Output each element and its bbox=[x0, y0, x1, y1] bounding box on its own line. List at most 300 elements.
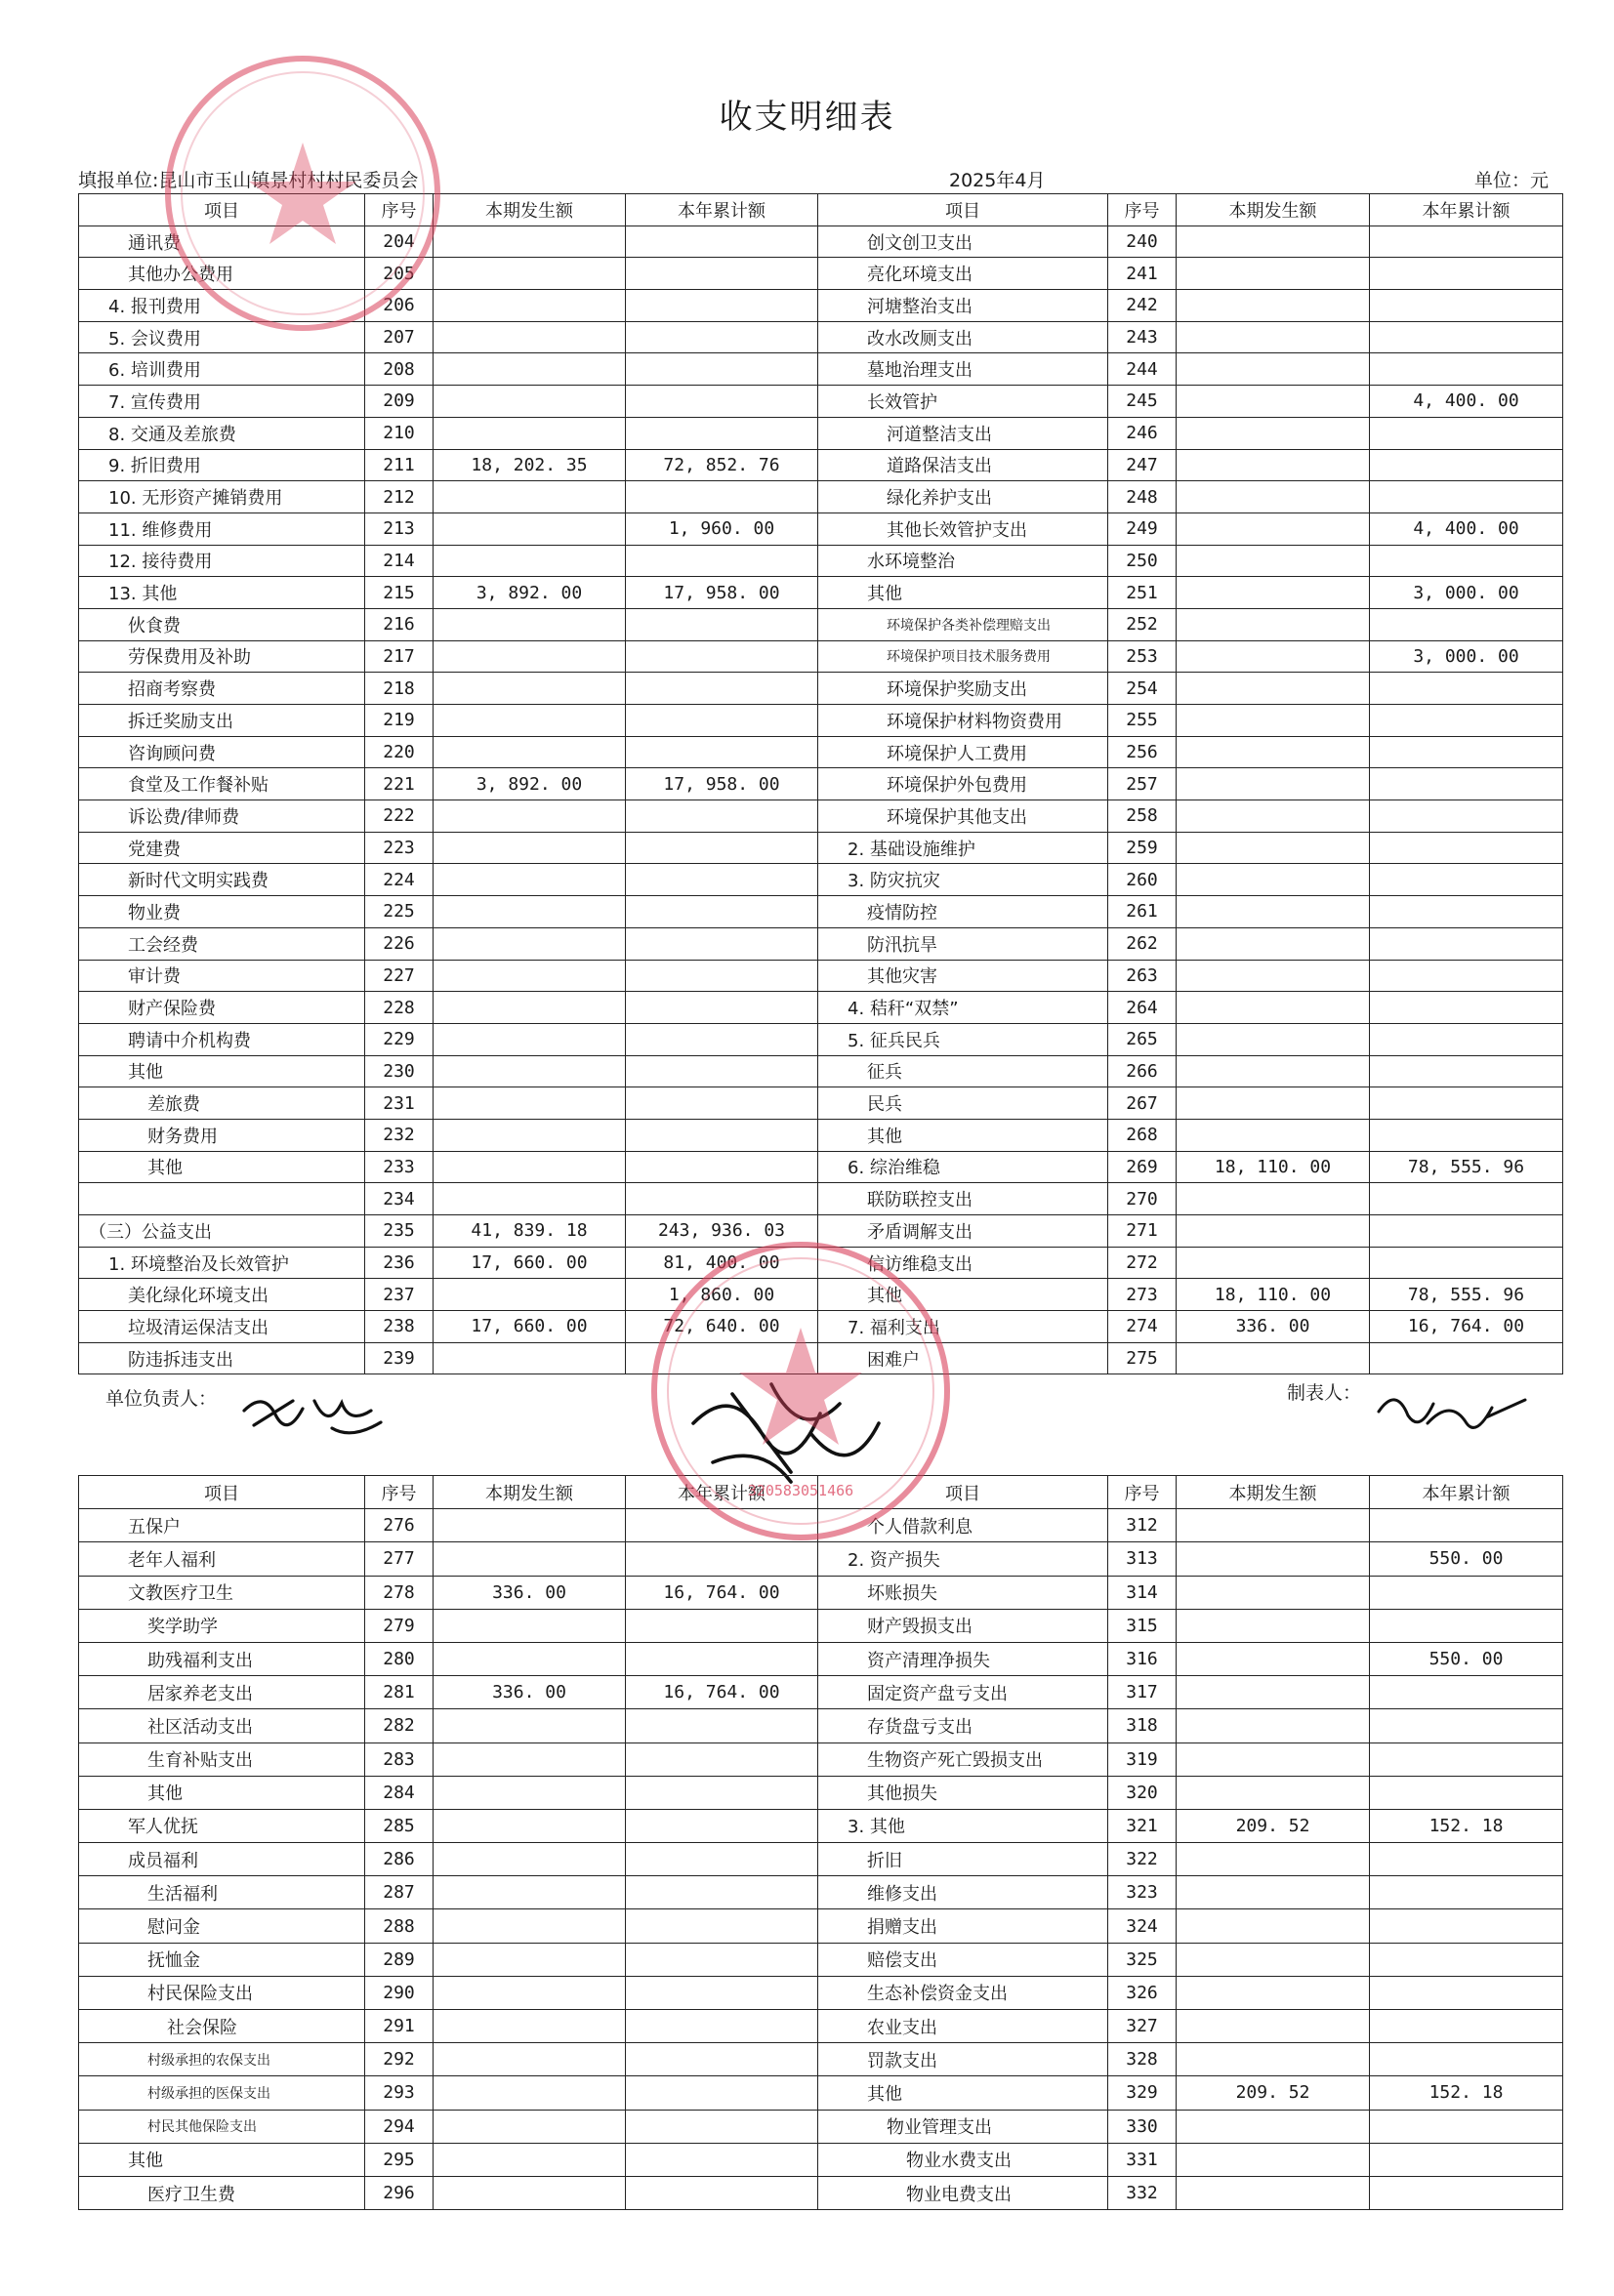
current-amount-right bbox=[1177, 290, 1370, 322]
serial-number-right: 266 bbox=[1108, 1056, 1177, 1088]
current-amount-right bbox=[1177, 1343, 1370, 1375]
current-amount-right bbox=[1177, 1056, 1370, 1088]
ytd-amount-right bbox=[1370, 896, 1563, 928]
ytd-amount bbox=[626, 418, 818, 450]
ytd-amount-right: 16, 764. 00 bbox=[1370, 1311, 1563, 1343]
ytd-amount-right bbox=[1370, 928, 1563, 961]
seal-code: 320583051466 bbox=[747, 1482, 854, 1499]
current-amount-right bbox=[1177, 1777, 1370, 1810]
current-amount: 17, 660. 00 bbox=[434, 1248, 626, 1280]
serial-number-right: 325 bbox=[1108, 1944, 1177, 1977]
current-amount-right: 209. 52 bbox=[1177, 2076, 1370, 2110]
current-amount-right bbox=[1177, 1977, 1370, 2010]
current-amount-right bbox=[1177, 1944, 1370, 1977]
item-label-right: 2. 基础设施维护 bbox=[818, 833, 1108, 865]
serial-number: 279 bbox=[365, 1610, 434, 1643]
ytd-amount bbox=[626, 1743, 818, 1777]
ytd-amount-right bbox=[1370, 2144, 1563, 2177]
serial-number: 220 bbox=[365, 737, 434, 769]
current-amount bbox=[434, 353, 626, 386]
item-label: 物业费 bbox=[79, 896, 365, 928]
serial-number-right: 258 bbox=[1108, 800, 1177, 833]
serial-number-right: 244 bbox=[1108, 353, 1177, 386]
current-amount bbox=[434, 1709, 626, 1742]
item-label: 财产保险费 bbox=[79, 992, 365, 1024]
item-label: 慰问金 bbox=[79, 1909, 365, 1943]
ytd-amount-right bbox=[1370, 1944, 1563, 1977]
serial-number: 280 bbox=[365, 1643, 434, 1676]
item-label-right: 墓地治理支出 bbox=[818, 353, 1108, 386]
serial-number-right: 246 bbox=[1108, 418, 1177, 450]
item-label: 7. 宣传费用 bbox=[79, 386, 365, 418]
ytd-amount bbox=[626, 2177, 818, 2210]
current-amount bbox=[434, 1977, 626, 2010]
item-label-right: 困难户 bbox=[818, 1343, 1108, 1375]
serial-number-right: 314 bbox=[1108, 1577, 1177, 1610]
header-item-right: 项目 bbox=[818, 1476, 1108, 1509]
item-label: 成员福利 bbox=[79, 1843, 365, 1876]
serial-number: 219 bbox=[365, 705, 434, 737]
report-unit-label: 填报单位: bbox=[78, 170, 159, 191]
header-current: 本期发生额 bbox=[434, 194, 626, 226]
serial-number: 277 bbox=[365, 1542, 434, 1576]
header-serial-right: 序号 bbox=[1108, 1476, 1177, 1509]
item-label: 聘请中介机构费 bbox=[79, 1024, 365, 1056]
current-amount bbox=[434, 1183, 626, 1215]
serial-number: 209 bbox=[365, 386, 434, 418]
current-amount bbox=[434, 928, 626, 961]
ytd-amount-right bbox=[1370, 2010, 1563, 2043]
serial-number: 285 bbox=[365, 1810, 434, 1843]
item-label-right: 赔偿支出 bbox=[818, 1944, 1108, 1977]
serial-number: 236 bbox=[365, 1248, 434, 1280]
ytd-amount-right: 152. 18 bbox=[1370, 2076, 1563, 2110]
item-label-right: 6. 综治维稳 bbox=[818, 1152, 1108, 1184]
ytd-amount bbox=[626, 1977, 818, 2010]
serial-number: 287 bbox=[365, 1876, 434, 1909]
ytd-amount-right bbox=[1370, 2177, 1563, 2210]
ytd-amount-right bbox=[1370, 1343, 1563, 1375]
current-amount bbox=[434, 2010, 626, 2043]
serial-number: 222 bbox=[365, 800, 434, 833]
ytd-amount-right bbox=[1370, 418, 1563, 450]
current-amount bbox=[434, 705, 626, 737]
serial-number: 216 bbox=[365, 609, 434, 641]
item-label-right: 其他长效管护支出 bbox=[818, 513, 1108, 546]
current-amount-right: 336. 00 bbox=[1177, 1311, 1370, 1343]
current-amount bbox=[434, 673, 626, 705]
current-amount bbox=[434, 1056, 626, 1088]
ytd-amount bbox=[626, 896, 818, 928]
serial-number-right: 274 bbox=[1108, 1311, 1177, 1343]
serial-number-right: 312 bbox=[1108, 1509, 1177, 1542]
item-label-right: 存货盘亏支出 bbox=[818, 1709, 1108, 1742]
ytd-amount-right bbox=[1370, 481, 1563, 513]
item-label-right: 捐赠支出 bbox=[818, 1909, 1108, 1943]
ytd-amount bbox=[626, 1183, 818, 1215]
currency-unit: 单位：元 bbox=[1474, 170, 1550, 191]
item-label-right: 其他 bbox=[818, 1120, 1108, 1152]
current-amount bbox=[434, 833, 626, 865]
serial-number: 289 bbox=[365, 1944, 434, 1977]
ytd-amount bbox=[626, 1542, 818, 1576]
report-unit bbox=[78, 166, 418, 192]
item-label-right: 其他 bbox=[818, 2076, 1108, 2110]
current-amount bbox=[434, 1024, 626, 1056]
report-unit-name: 昆山市玉山镇景村村村民委员会 bbox=[158, 170, 419, 191]
item-label: 伙食费 bbox=[79, 609, 365, 641]
current-amount bbox=[434, 1343, 626, 1375]
serial-number-right: 252 bbox=[1108, 609, 1177, 641]
serial-number-right: 324 bbox=[1108, 1909, 1177, 1943]
ytd-amount bbox=[626, 1810, 818, 1843]
current-amount bbox=[434, 1542, 626, 1576]
ytd-amount-right bbox=[1370, 705, 1563, 737]
current-amount bbox=[434, 992, 626, 1024]
item-label: 4. 报刊费用 bbox=[79, 290, 365, 322]
serial-number-right: 262 bbox=[1108, 928, 1177, 961]
serial-number: 284 bbox=[365, 1777, 434, 1810]
current-amount bbox=[434, 513, 626, 546]
ytd-amount-right bbox=[1370, 290, 1563, 322]
table-maker-label: 制表人： bbox=[1287, 1382, 1362, 1404]
ytd-amount-right bbox=[1370, 800, 1563, 833]
serial-number-right: 330 bbox=[1108, 2111, 1177, 2144]
ytd-amount bbox=[626, 258, 818, 290]
serial-number: 212 bbox=[365, 481, 434, 513]
ytd-amount-right bbox=[1370, 1909, 1563, 1943]
serial-number-right: 318 bbox=[1108, 1709, 1177, 1742]
serial-number: 283 bbox=[365, 1743, 434, 1777]
current-amount bbox=[434, 1087, 626, 1120]
ytd-amount: 16, 764. 00 bbox=[626, 1676, 818, 1709]
ytd-amount bbox=[626, 1843, 818, 1876]
ytd-amount bbox=[626, 833, 818, 865]
ytd-amount-right bbox=[1370, 1843, 1563, 1876]
ytd-amount-right: 550. 00 bbox=[1370, 1542, 1563, 1576]
serial-number: 227 bbox=[365, 961, 434, 993]
current-amount-right bbox=[1177, 418, 1370, 450]
ytd-amount bbox=[626, 737, 818, 769]
item-label: 生活福利 bbox=[79, 1876, 365, 1909]
current-amount bbox=[434, 1876, 626, 1909]
ytd-amount bbox=[626, 1509, 818, 1542]
serial-number-right: 332 bbox=[1108, 2177, 1177, 2210]
item-label: 五保户 bbox=[79, 1509, 365, 1542]
serial-number-right: 254 bbox=[1108, 673, 1177, 705]
current-amount-right bbox=[1177, 1843, 1370, 1876]
ytd-amount: 1, 960. 00 bbox=[626, 513, 818, 546]
item-label: 拆迁奖励支出 bbox=[79, 705, 365, 737]
ytd-amount-right: 152. 18 bbox=[1370, 1810, 1563, 1843]
header-ytd-right: 本年累计额 bbox=[1370, 1476, 1563, 1509]
ytd-amount-right bbox=[1370, 1777, 1563, 1810]
serial-number: 294 bbox=[365, 2111, 434, 2144]
item-label-right: 资产清理净损失 bbox=[818, 1643, 1108, 1676]
serial-number: 278 bbox=[365, 1577, 434, 1610]
serial-number-right: 326 bbox=[1108, 1977, 1177, 2010]
item-label: 村民其他保险支出 bbox=[79, 2111, 365, 2144]
serial-number-right: 315 bbox=[1108, 1610, 1177, 1643]
header-item: 项目 bbox=[79, 1476, 365, 1509]
serial-number-right: 268 bbox=[1108, 1120, 1177, 1152]
ytd-amount bbox=[626, 961, 818, 993]
serial-number-right: 321 bbox=[1108, 1810, 1177, 1843]
serial-number-right: 272 bbox=[1108, 1248, 1177, 1280]
item-label: 老年人福利 bbox=[79, 1542, 365, 1576]
header-ytd: 本年累计额 bbox=[626, 194, 818, 226]
ytd-amount-right bbox=[1370, 609, 1563, 641]
ytd-amount bbox=[626, 1909, 818, 1943]
current-amount-right: 18, 110. 00 bbox=[1177, 1279, 1370, 1311]
header-current-right: 本期发生额 bbox=[1177, 1476, 1370, 1509]
expense-detail-table-lower bbox=[78, 1475, 1563, 2210]
current-amount: 336. 00 bbox=[434, 1577, 626, 1610]
current-amount bbox=[434, 896, 626, 928]
item-label: 居家养老支出 bbox=[79, 1676, 365, 1709]
ytd-amount-right bbox=[1370, 1056, 1563, 1088]
ytd-amount bbox=[626, 1610, 818, 1643]
serial-number-right: 243 bbox=[1108, 322, 1177, 354]
header-serial-right: 序号 bbox=[1108, 194, 1177, 226]
ytd-amount-right bbox=[1370, 673, 1563, 705]
current-amount bbox=[434, 1120, 626, 1152]
current-amount-right: 18, 110. 00 bbox=[1177, 1152, 1370, 1184]
serial-number: 206 bbox=[365, 290, 434, 322]
ytd-amount-right bbox=[1370, 258, 1563, 290]
item-label: 其他 bbox=[79, 1152, 365, 1184]
serial-number-right: 316 bbox=[1108, 1643, 1177, 1676]
current-amount-right bbox=[1177, 992, 1370, 1024]
current-amount-right bbox=[1177, 322, 1370, 354]
current-amount bbox=[434, 800, 626, 833]
current-amount-right bbox=[1177, 1542, 1370, 1576]
serial-number-right: 265 bbox=[1108, 1024, 1177, 1056]
item-label-right: 物业管理支出 bbox=[818, 2111, 1108, 2144]
ytd-amount-right: 78, 555. 96 bbox=[1370, 1279, 1563, 1311]
ytd-amount-right bbox=[1370, 1248, 1563, 1280]
current-amount-right bbox=[1177, 1743, 1370, 1777]
header-ytd-right: 本年累计额 bbox=[1370, 194, 1563, 226]
item-label: 1. 环境整治及长效管护 bbox=[79, 1248, 365, 1280]
current-amount-right bbox=[1177, 2177, 1370, 2210]
serial-number: 218 bbox=[365, 673, 434, 705]
ytd-amount: 81, 400. 00 bbox=[626, 1248, 818, 1280]
current-amount-right bbox=[1177, 1610, 1370, 1643]
item-label: 其他办公费用 bbox=[79, 258, 365, 290]
serial-number-right: 329 bbox=[1108, 2076, 1177, 2110]
serial-number: 290 bbox=[365, 1977, 434, 2010]
ytd-amount bbox=[626, 353, 818, 386]
item-label: 垃圾清运保洁支出 bbox=[79, 1311, 365, 1343]
serial-number-right: 249 bbox=[1108, 513, 1177, 546]
serial-number: 235 bbox=[365, 1215, 434, 1248]
current-amount bbox=[434, 418, 626, 450]
table-maker-signature bbox=[1369, 1378, 1535, 1447]
current-amount: 18, 202. 35 bbox=[434, 450, 626, 482]
current-amount bbox=[434, 1777, 626, 1810]
serial-number-right: 327 bbox=[1108, 2010, 1177, 2043]
ytd-amount-right bbox=[1370, 1087, 1563, 1120]
item-label: 奖学助学 bbox=[79, 1610, 365, 1643]
serial-number-right: 317 bbox=[1108, 1676, 1177, 1709]
ytd-amount-right bbox=[1370, 1120, 1563, 1152]
serial-number-right: 273 bbox=[1108, 1279, 1177, 1311]
header-serial: 序号 bbox=[365, 1476, 434, 1509]
item-label-right: 绿化养护支出 bbox=[818, 481, 1108, 513]
current-amount-right bbox=[1177, 1876, 1370, 1909]
item-label-right: 环境保护人工费用 bbox=[818, 737, 1108, 769]
current-amount: 3, 892. 00 bbox=[434, 577, 626, 609]
serial-number: 208 bbox=[365, 353, 434, 386]
current-amount bbox=[434, 481, 626, 513]
current-amount bbox=[434, 1610, 626, 1643]
current-amount-right bbox=[1177, 1709, 1370, 1742]
item-label: 5. 会议费用 bbox=[79, 322, 365, 354]
serial-number: 288 bbox=[365, 1909, 434, 1943]
ytd-amount: 72, 640. 00 bbox=[626, 1311, 818, 1343]
serial-number-right: 319 bbox=[1108, 1743, 1177, 1777]
item-label-right: 农业支出 bbox=[818, 2010, 1108, 2043]
item-label: 12. 接待费用 bbox=[79, 546, 365, 578]
item-label: 差旅费 bbox=[79, 1087, 365, 1120]
current-amount bbox=[434, 1944, 626, 1977]
serial-number-right: 264 bbox=[1108, 992, 1177, 1024]
serial-number: 276 bbox=[365, 1509, 434, 1542]
serial-number: 293 bbox=[365, 2076, 434, 2110]
current-amount-right bbox=[1177, 513, 1370, 546]
ytd-amount bbox=[626, 705, 818, 737]
ytd-amount bbox=[626, 1709, 818, 1742]
item-label-right: 5. 征兵民兵 bbox=[818, 1024, 1108, 1056]
ytd-amount: 72, 852. 76 bbox=[626, 450, 818, 482]
item-label: 美化绿化环境支出 bbox=[79, 1279, 365, 1311]
ytd-amount-right bbox=[1370, 1610, 1563, 1643]
item-label-right: 环境保护项目技术服务费用 bbox=[818, 641, 1108, 674]
unit-head-label: 单位负责人： bbox=[105, 1388, 218, 1410]
ytd-amount-right bbox=[1370, 737, 1563, 769]
item-label-right: 3. 其他 bbox=[818, 1810, 1108, 1843]
item-label: 其他 bbox=[79, 1056, 365, 1088]
item-label: 军人优抚 bbox=[79, 1810, 365, 1843]
ytd-amount bbox=[626, 2111, 818, 2144]
ytd-amount-right bbox=[1370, 1509, 1563, 1542]
item-label: 诉讼费/律师费 bbox=[79, 800, 365, 833]
ytd-amount bbox=[626, 1024, 818, 1056]
current-amount-right bbox=[1177, 2010, 1370, 2043]
ytd-amount bbox=[626, 322, 818, 354]
current-amount-right bbox=[1177, 258, 1370, 290]
item-label: （三）公益支出 bbox=[79, 1215, 365, 1248]
current-amount-right bbox=[1177, 768, 1370, 800]
item-label: 8. 交通及差旅费 bbox=[79, 418, 365, 450]
item-label: 抚恤金 bbox=[79, 1944, 365, 1977]
ytd-amount: 17, 958. 00 bbox=[626, 577, 818, 609]
item-label-right: 其他灾害 bbox=[818, 961, 1108, 993]
serial-number: 282 bbox=[365, 1709, 434, 1742]
serial-number-right: 263 bbox=[1108, 961, 1177, 993]
ytd-amount-right bbox=[1370, 1024, 1563, 1056]
serial-number: 229 bbox=[365, 1024, 434, 1056]
item-label: 6. 培训费用 bbox=[79, 353, 365, 386]
item-label-right: 环境保护材料物资费用 bbox=[818, 705, 1108, 737]
current-amount: 3, 892. 00 bbox=[434, 768, 626, 800]
item-label-right: 财产毁损支出 bbox=[818, 1610, 1108, 1643]
item-label: 财务费用 bbox=[79, 1120, 365, 1152]
current-amount-right bbox=[1177, 2043, 1370, 2076]
serial-number: 292 bbox=[365, 2043, 434, 2076]
ytd-amount-right bbox=[1370, 450, 1563, 482]
ytd-amount bbox=[626, 1944, 818, 1977]
ytd-amount bbox=[626, 2076, 818, 2110]
current-amount-right: 209. 52 bbox=[1177, 1810, 1370, 1843]
current-amount bbox=[434, 386, 626, 418]
current-amount-right bbox=[1177, 481, 1370, 513]
current-amount-right bbox=[1177, 673, 1370, 705]
item-label-right: 创文创卫支出 bbox=[818, 226, 1108, 259]
item-label: 10. 无形资产摊销费用 bbox=[79, 481, 365, 513]
ytd-amount: 16, 764. 00 bbox=[626, 1577, 818, 1610]
current-amount bbox=[434, 322, 626, 354]
item-label-right: 生态补偿资金支出 bbox=[818, 1977, 1108, 2010]
current-amount bbox=[434, 1279, 626, 1311]
ytd-amount bbox=[626, 546, 818, 578]
item-label-right: 折旧 bbox=[818, 1843, 1108, 1876]
current-amount-right bbox=[1177, 705, 1370, 737]
current-amount-right bbox=[1177, 1087, 1370, 1120]
item-label-right: 维修支出 bbox=[818, 1876, 1108, 1909]
ytd-amount bbox=[626, 2043, 818, 2076]
serial-number-right: 250 bbox=[1108, 546, 1177, 578]
serial-number-right: 320 bbox=[1108, 1777, 1177, 1810]
item-label: 其他 bbox=[79, 1777, 365, 1810]
item-label: 党建费 bbox=[79, 833, 365, 865]
ytd-amount-right bbox=[1370, 322, 1563, 354]
ytd-amount-right bbox=[1370, 1183, 1563, 1215]
item-label-right: 物业电费支出 bbox=[818, 2177, 1108, 2210]
item-label-right: 信访维稳支出 bbox=[818, 1248, 1108, 1280]
item-label: 医疗卫生费 bbox=[79, 2177, 365, 2210]
ytd-amount: 1, 860. 00 bbox=[626, 1279, 818, 1311]
item-label: 工会经费 bbox=[79, 928, 365, 961]
current-amount bbox=[434, 2076, 626, 2110]
current-amount-right bbox=[1177, 1509, 1370, 1542]
serial-number: 230 bbox=[365, 1056, 434, 1088]
ytd-amount bbox=[626, 1056, 818, 1088]
serial-number: 281 bbox=[365, 1676, 434, 1709]
item-label-right: 防汛抗旱 bbox=[818, 928, 1108, 961]
ytd-amount-right bbox=[1370, 1577, 1563, 1610]
current-amount-right bbox=[1177, 1024, 1370, 1056]
ytd-amount-right bbox=[1370, 2111, 1563, 2144]
current-amount: 41, 839. 18 bbox=[434, 1215, 626, 1248]
item-label: 新时代文明实践费 bbox=[79, 864, 365, 896]
header-item: 项目 bbox=[79, 194, 365, 226]
current-amount bbox=[434, 1152, 626, 1184]
serial-number-right: 271 bbox=[1108, 1215, 1177, 1248]
current-amount-right bbox=[1177, 353, 1370, 386]
item-label-right: 其他损失 bbox=[818, 1777, 1108, 1810]
ytd-amount-right: 4, 400. 00 bbox=[1370, 513, 1563, 546]
item-label: 劳保费用及补助 bbox=[79, 641, 365, 674]
header-item-right: 项目 bbox=[818, 194, 1108, 226]
serial-number-right: 323 bbox=[1108, 1876, 1177, 1909]
current-amount bbox=[434, 1743, 626, 1777]
ytd-amount-right: 4, 400. 00 bbox=[1370, 386, 1563, 418]
current-amount bbox=[434, 864, 626, 896]
ytd-amount bbox=[626, 800, 818, 833]
serial-number: 239 bbox=[365, 1343, 434, 1375]
